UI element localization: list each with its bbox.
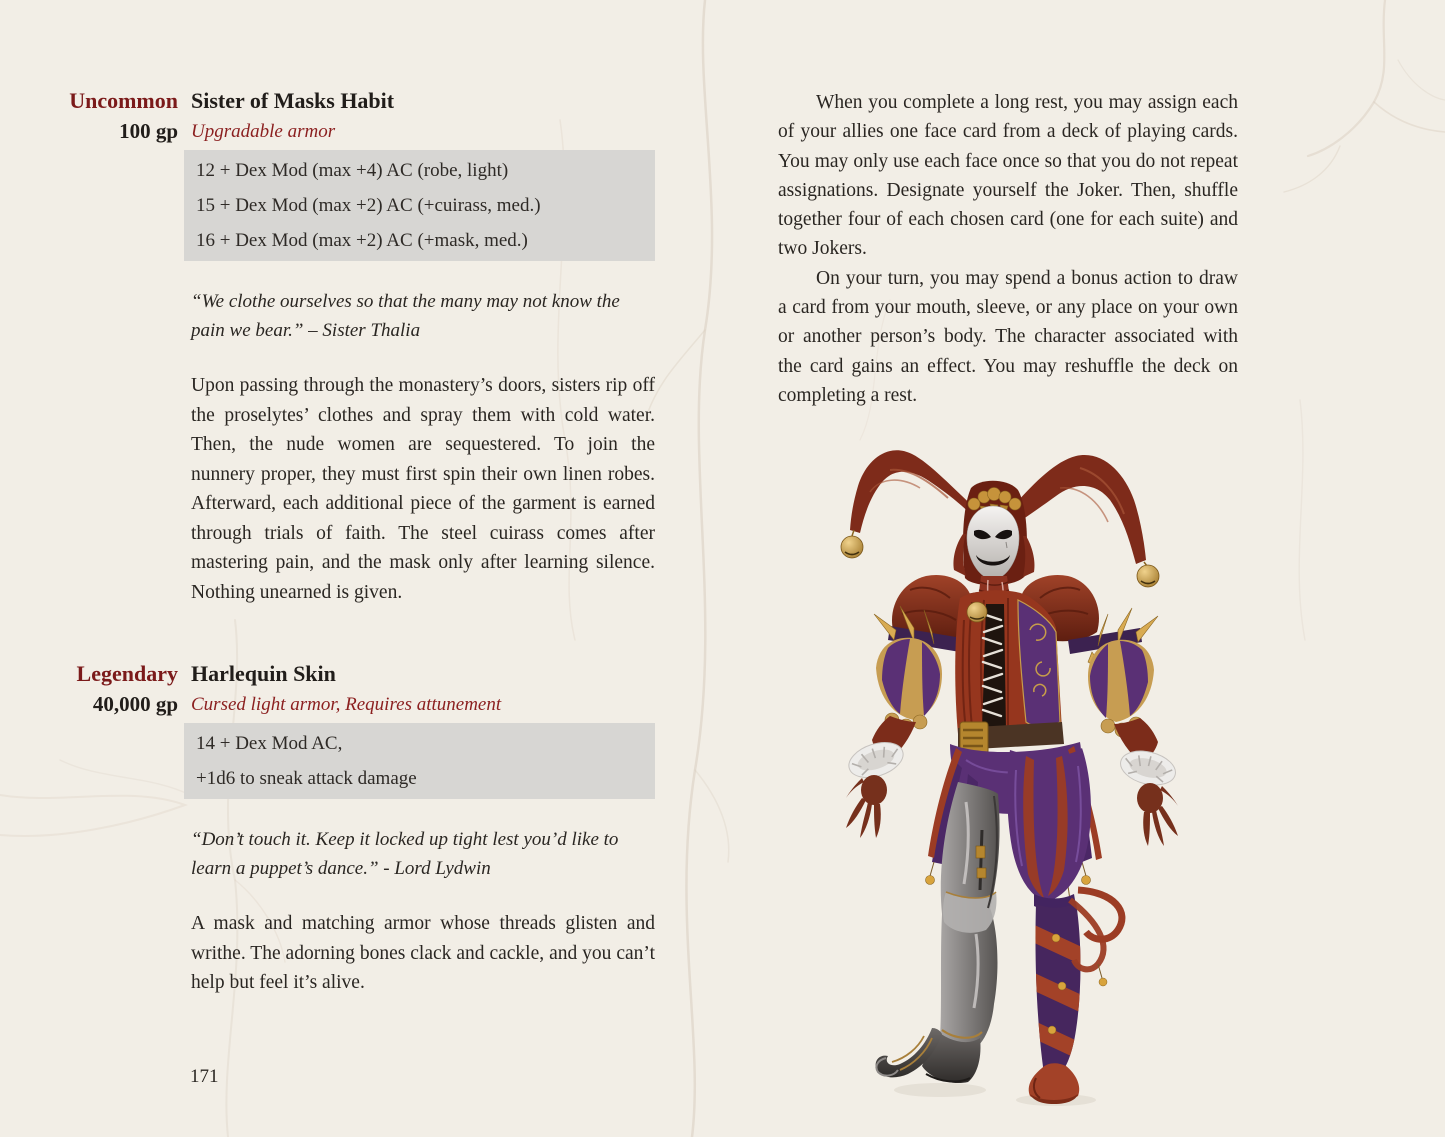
harlequin-jester-art bbox=[830, 430, 1200, 1110]
price-label: 40,000 gp bbox=[92, 692, 178, 716]
rarity-label: Legendary bbox=[76, 661, 178, 686]
ribbon-bell bbox=[1099, 978, 1107, 986]
stat-box bbox=[184, 150, 655, 261]
item-name: Sister of Masks Habit bbox=[191, 88, 395, 113]
stocking bbox=[1028, 902, 1084, 1074]
hand-left bbox=[846, 775, 887, 838]
entry-header bbox=[40, 658, 656, 720]
entry-title-column bbox=[191, 85, 655, 147]
item-description: A mask and matching armor whose threads glisten and writhe. The adorning bones clack and cackle, and you can’t help but feel it’s alive. bbox=[191, 913, 655, 993]
bone-lacing bbox=[982, 604, 1006, 732]
breeches bbox=[1007, 748, 1091, 911]
item-name: Harlequin Skin bbox=[191, 661, 336, 686]
price-label: 100 gp bbox=[119, 119, 178, 143]
rules-paragraph: When you complete a long rest, you may assign each of your allies one face card from a deck of playing cards. You may only use each face once so that you do not repeat assignations. Designate yourself the Joker. Then, shuffle together four of each chosen card (one for each suite) and two Jokers. bbox=[778, 92, 1238, 260]
item-type: Upgradable armor bbox=[191, 121, 336, 142]
page-number: 171 bbox=[190, 1066, 219, 1087]
rarity-label: Uncommon bbox=[69, 88, 178, 113]
entry-label-column bbox=[40, 658, 178, 720]
entry-header bbox=[40, 85, 656, 147]
item-quote: “We clothe ourselves so that the many may not know the pain we bear.” – Sister Thalia bbox=[191, 291, 620, 341]
stat-line: 14 + Dex Mod AC, bbox=[196, 733, 343, 754]
entry-label-column bbox=[40, 85, 178, 147]
entry-title-column bbox=[191, 658, 655, 720]
chest-bell bbox=[967, 602, 987, 622]
stat-line: 15 + Dex Mod (max +2) AC (+cuirass, med.) bbox=[196, 195, 541, 216]
stat-line: 16 + Dex Mod (max +2) AC (+mask, med.) bbox=[196, 230, 528, 251]
rules-paragraph: On your turn, you may spend a bonus action to draw a card from your mouth, sleeve, or any place on your own or another person’s body. The character associated with the card gains an effect. You may reshuffle the deck on completing a rest. bbox=[778, 267, 1238, 406]
item-quote: “Don’t touch it. Keep it locked up tight lest you’d like to learn a puppet’s dance.” - Lord Lydwin bbox=[191, 829, 619, 879]
item-type: Cursed light armor, Requires attunement bbox=[191, 694, 502, 715]
item-description: Upon passing through the monastery’s doors, sisters rip off the proselytes’ clothes and spray them with cold water. Then, the nude women are sequestered. To join the nunnery proper, they must first spin their own linen robes. Afterward, each additional piece of the garment is earned through trials of faith. The steel cuirass comes after mastering pain, and the mask only after learning silence. Nothing unearned is given. bbox=[191, 375, 655, 603]
hand-right bbox=[1137, 783, 1178, 846]
harlequin-illustration bbox=[830, 430, 1200, 1110]
stat-line: 12 + Dex Mod (max +4) AC (robe, light) bbox=[196, 160, 509, 181]
red-shoe bbox=[1029, 1063, 1080, 1104]
item-entry-harlequin-skin bbox=[40, 658, 656, 998]
right-text-column bbox=[778, 88, 1238, 410]
item-entry-sister-of-masks bbox=[40, 85, 656, 607]
shadow bbox=[894, 1083, 986, 1097]
armored-leg bbox=[940, 782, 1000, 1049]
stat-line: +1d6 to sneak attack damage bbox=[196, 768, 417, 789]
stat-box bbox=[184, 723, 655, 799]
